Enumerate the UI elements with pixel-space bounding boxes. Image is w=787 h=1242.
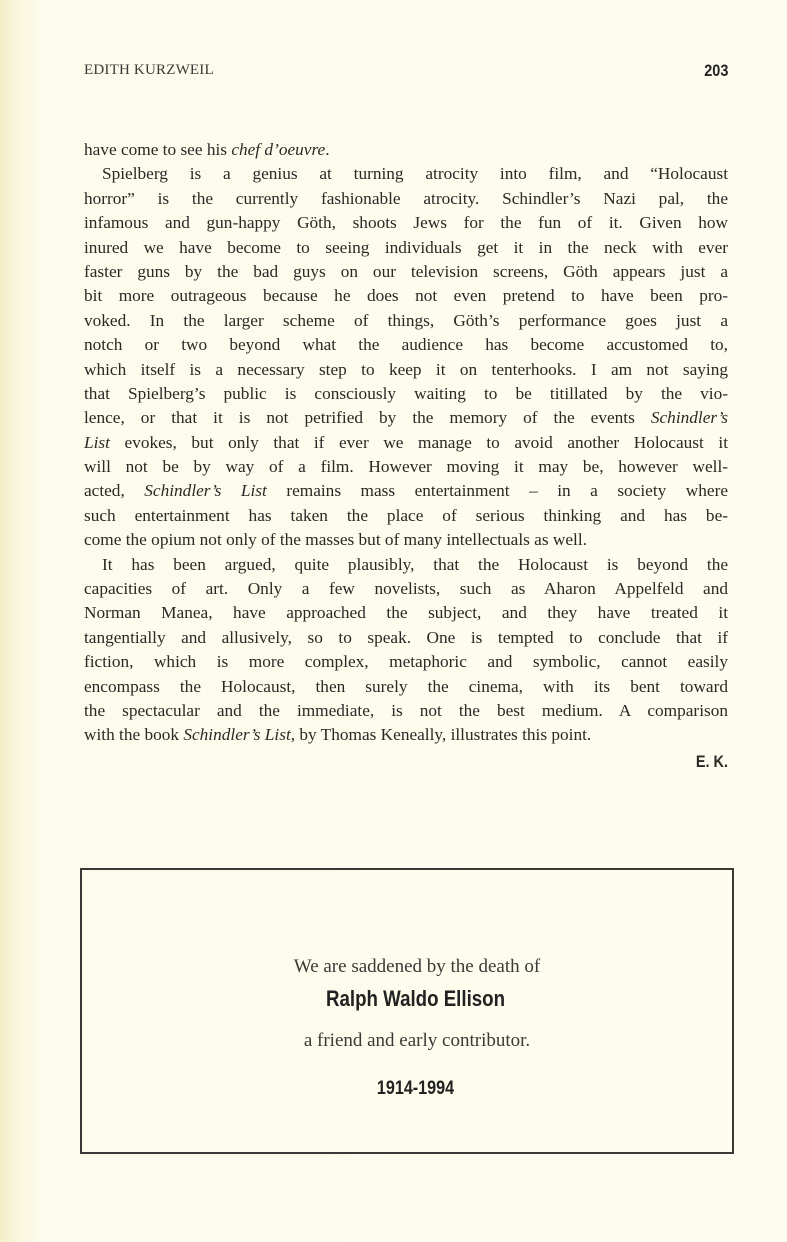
- text-line: [84, 211, 728, 235]
- text-segment: inured we have become to seeing individuals get it in the neck with ever: [84, 237, 728, 257]
- text-segment: notch or two beyond what the audience has become accustomed to,: [84, 335, 728, 355]
- text-line: [84, 601, 728, 625]
- italic-title: Schindler’s List: [144, 481, 267, 501]
- italic-title: Schindler’s List: [183, 725, 291, 745]
- text-segment: voked. In the larger scheme of things, Göth’s performance goes just a: [84, 310, 728, 330]
- page-header: [84, 62, 728, 84]
- italic-title: chef d’oeuvre: [231, 140, 326, 159]
- text-segment: Norman Manea, have approached the subject, and they have treated it: [84, 603, 728, 623]
- memorial-years: 1914-1994: [376, 1078, 455, 1099]
- text-segment: It has been argued, quite plausibly, that the Holocaust is beyond the: [102, 554, 728, 574]
- text-line: [84, 187, 728, 211]
- text-segment: .: [325, 140, 330, 159]
- article-lines: [84, 138, 728, 748]
- text-line: [84, 553, 728, 577]
- text-line: [84, 650, 728, 674]
- text-line: [84, 260, 728, 284]
- text-segment: remains mass entertainment – in a society where: [266, 481, 728, 501]
- text-segment: fiction, which is more complex, metaphoric and symbolic, cannot easily: [84, 652, 728, 672]
- text-segment: capacities of art. Only a few novelists, such as Aharon Appelfeld and: [84, 579, 728, 599]
- text-line: [84, 675, 728, 699]
- text-line: [84, 236, 728, 260]
- text-segment: have come to see his: [84, 140, 232, 159]
- text-line: [84, 284, 728, 308]
- text-segment: come the opium not only of the masses but of many intellectuals as well.: [84, 530, 587, 550]
- text-line: [84, 504, 728, 528]
- text-line: [84, 626, 728, 650]
- text-segment: lence, or that it is not petrified by the memory of the events: [84, 408, 651, 428]
- text-line: [84, 577, 728, 601]
- text-line: [84, 528, 728, 552]
- text-segment: faster guns by the bad guys on our television screens, Göth appears just a: [84, 261, 728, 281]
- text-line: [84, 406, 728, 430]
- text-segment: , by Thomas Keneally, illustrates this point.: [290, 725, 592, 745]
- text-segment: will not be by way of a film. However moving it may be, however well-: [84, 457, 728, 477]
- text-segment: that Spielberg’s public is consciously waiting to be titillated by the vio-: [84, 383, 728, 403]
- italic-title: List: [84, 432, 110, 452]
- text-segment: horror” is the currently fashionable atrocity. Schindler’s Nazi pal, the: [84, 188, 728, 208]
- text-line: [84, 723, 728, 747]
- text-segment: with the book: [84, 725, 184, 745]
- running-head: EDITH KURZWEIL: [84, 62, 214, 78]
- text-line: [84, 431, 728, 455]
- article-body: [84, 138, 728, 774]
- text-segment: infamous and gun-happy Göth, shoots Jews for the fun of it. Given how: [84, 213, 728, 233]
- text-segment: evokes, but only that if ever we manage to avoid another Holocaust it: [109, 432, 728, 452]
- italic-title: Schindler’s: [650, 408, 728, 428]
- text-line: [84, 382, 728, 406]
- author-signature: E. K.: [695, 751, 728, 771]
- text-line: [84, 138, 728, 162]
- text-segment: Spielberg is a genius at turning atrocity into film, and “Holocaust: [102, 164, 728, 184]
- text-line: [84, 309, 728, 333]
- memorial-name: Ralph Waldo Ellison: [325, 986, 506, 1011]
- memorial-intro: We are saddened by the death of: [293, 956, 541, 977]
- text-line: [84, 479, 728, 503]
- text-segment: tangentially and allusively, so to speak. One is tempted to conclude that if: [84, 627, 728, 647]
- memorial-notice-box: [80, 868, 734, 1154]
- text-segment: bit more outrageous because he does not even pretend to have been pro-: [84, 286, 728, 306]
- page-number: 203: [703, 61, 728, 80]
- text-segment: encompass the Holocaust, then surely the cinema, with its bent toward: [84, 676, 728, 696]
- text-line: [84, 699, 728, 723]
- text-segment: such entertainment has taken the place of serious thinking and has be-: [84, 505, 728, 525]
- text-line: [84, 162, 728, 186]
- text-line: [84, 333, 728, 357]
- text-segment: which itself is a necessary step to keep it on tenterhooks. I am not saying: [84, 359, 728, 379]
- text-segment: the spectacular and the immediate, is not the best medium. A comparison: [84, 700, 728, 720]
- text-segment: acted,: [84, 481, 145, 501]
- memorial-description: a friend and early contributor.: [303, 1030, 531, 1051]
- text-line: [84, 455, 728, 479]
- text-line: [84, 358, 728, 382]
